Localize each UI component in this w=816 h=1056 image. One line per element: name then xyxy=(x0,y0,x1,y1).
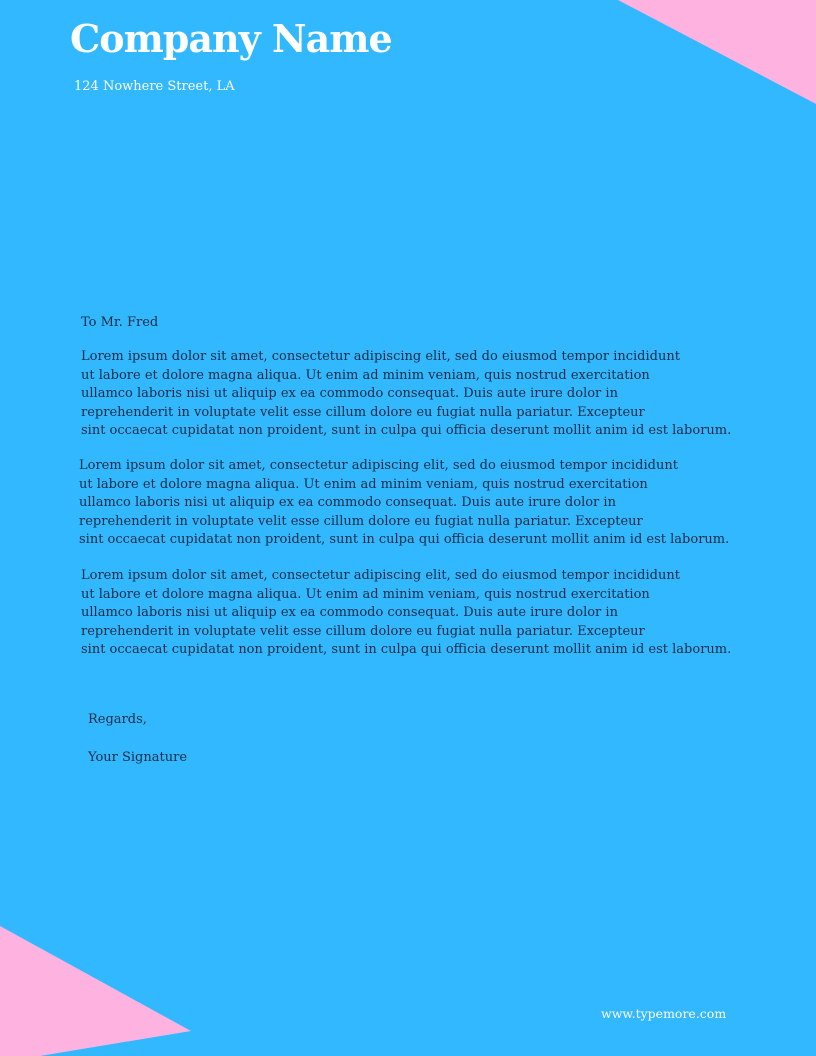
paragraph-line: reprehenderit in voluptate velit esse cillum dolore eu fugiat nulla pariatur. Excepteur xyxy=(79,513,643,529)
top-right-pink-triangle xyxy=(618,0,816,104)
letter-paragraph-1 xyxy=(81,348,781,441)
company-address: 124 Nowhere Street, LA xyxy=(74,79,235,94)
website-link[interactable]: www.typemore.com xyxy=(601,1006,727,1021)
paragraph-line: Lorem ipsum dolor sit amet, consectetur adipiscing elit, sed do eiusmod tempor incididunt xyxy=(81,349,680,364)
letter-paragraph-2 xyxy=(79,457,779,550)
closing: Regards, xyxy=(88,712,147,727)
paragraph-line: Lorem ipsum dolor sit amet, consectetur adipiscing elit, sed do eiusmod tempor incididunt xyxy=(79,458,678,473)
paragraph-line: ullamco laboris nisi ut aliquip ex ea commodo consequat. Duis aute irure dolor in xyxy=(79,495,616,510)
paragraph-line: ut labore et dolore magna aliqua. Ut enim ad minim veniam, quis nostrud exercitation xyxy=(81,586,650,602)
salutation: To Mr. Fred xyxy=(81,315,159,330)
paragraph-line: sint occaecat cupidatat non proident, sunt in culpa qui officia deserunt mollit anim id est laborum. xyxy=(79,532,730,547)
paragraph-line: ut labore et dolore magna aliqua. Ut enim ad minim veniam, quis nostrud exercitation xyxy=(81,367,650,383)
company-name: Company Name xyxy=(70,16,392,61)
signature: Your Signature xyxy=(88,750,188,765)
paragraph-line: Lorem ipsum dolor sit amet, consectetur adipiscing elit, sed do eiusmod tempor incididunt xyxy=(81,568,680,583)
bottom-left-pink-triangle xyxy=(0,926,191,1056)
letter-paragraph-3 xyxy=(81,567,781,660)
paragraph-line: sint occaecat cupidatat non proident, sunt in culpa qui officia deserunt mollit anim id est laborum. xyxy=(81,423,732,438)
paragraph-line: reprehenderit in voluptate velit esse cillum dolore eu fugiat nulla pariatur. Excepteur xyxy=(81,404,645,420)
paragraph-line: reprehenderit in voluptate velit esse cillum dolore eu fugiat nulla pariatur. Excepteur xyxy=(81,623,645,639)
paragraph-line: sint occaecat cupidatat non proident, sunt in culpa qui officia deserunt mollit anim id est laborum. xyxy=(81,642,732,657)
paragraph-line: ullamco laboris nisi ut aliquip ex ea commodo consequat. Duis aute irure dolor in xyxy=(81,386,618,401)
paragraph-line: ut labore et dolore magna aliqua. Ut enim ad minim veniam, quis nostrud exercitation xyxy=(79,476,648,492)
paragraph-line: ullamco laboris nisi ut aliquip ex ea commodo consequat. Duis aute irure dolor in xyxy=(81,605,618,620)
